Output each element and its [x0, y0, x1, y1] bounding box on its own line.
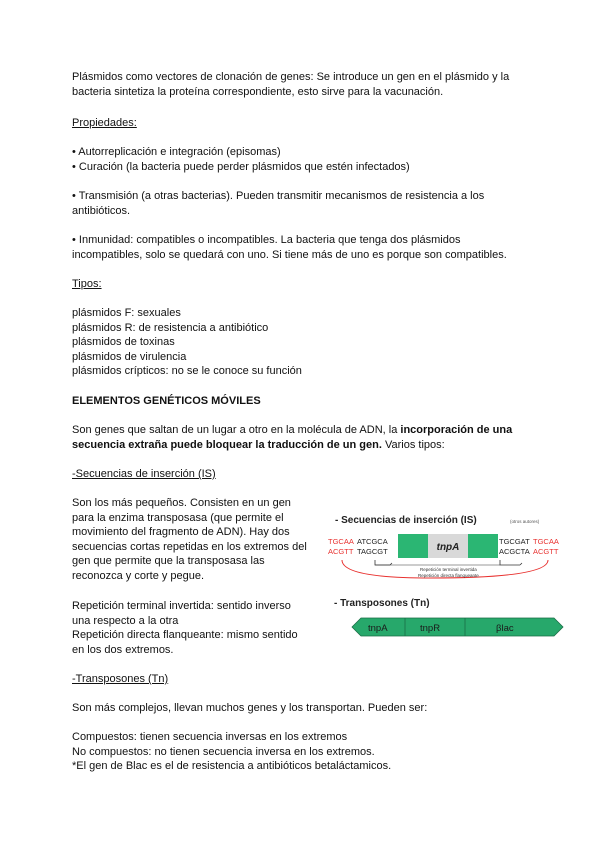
is-diagram-note: (otros autores): [510, 519, 540, 524]
is-heading: -Secuencias de inserción (IS): [72, 468, 216, 480]
tn-item: No compuestos: no tienen secuencia inversa en los extremos.: [72, 746, 375, 758]
elementos-text-end: Varios tipos:: [381, 438, 445, 451]
tn-gene-blac: βlac: [496, 623, 514, 634]
tipo-item: plásmidos crípticos: no se le conoce su función: [72, 365, 302, 377]
is-paragraph: Son los más pequeños. Consisten en un gen para la enzima transposasa (que permite el movimiento del fragmento de ADN). Hay dos secuencias cortas repetidas en los extremos del gen que permite que la transposasa las reconozca y corte y pegue.: [72, 497, 307, 582]
direct-repeat-label: Repetición directa flanqueante: [418, 573, 479, 578]
seq-left-top-black: ATCGCA: [357, 537, 388, 546]
tn-paragraph: Son más complejos, llevan muchos genes y los transportan. Pueden ser:: [72, 702, 428, 714]
is-direct-paragraph: Repetición directa flanqueante: mismo sentido en los dos extremos.: [72, 629, 298, 656]
is-inverted-paragraph: Repetición terminal invertida: sentido inverso una respecto a la otra: [72, 600, 291, 627]
elementos-heading: ELEMENTOS GENÉTICOS MÓVILES: [72, 395, 261, 407]
tipos-heading: Tipos:: [72, 278, 102, 290]
propiedad-item: • Curación (la bacteria puede perder plásmidos que estén infectados): [72, 161, 410, 173]
elementos-text-bold: incorporación de una secuencia extraña puede bloquear la traducción de un gen.: [72, 424, 513, 451]
seq-right-top-red: TGCAA: [533, 537, 559, 546]
green-block-right-bottom: [468, 549, 498, 558]
tipo-item: plásmidos de toxinas: [72, 336, 175, 348]
elementos-paragraph: [72, 423, 522, 452]
tn-item: *El gen de Blac es el de resistencia a antibióticos betaláctamicos.: [72, 760, 392, 772]
seq-left-bottom-black: TAGCGT: [357, 547, 388, 556]
seq-left-bottom-red: ACGTT: [328, 547, 354, 556]
propiedad-item: • Autorreplicación e integración (episomas): [72, 146, 281, 158]
is-diagram-title: - Secuencias de inserción (IS): [335, 515, 477, 526]
tipo-item: plásmidos R: de resistencia a antibiótico: [72, 322, 269, 334]
propiedad-item: • Transmisión (a otras bacterias). Pueden transmitir mecanismos de resistencia a los antibióticos.: [72, 190, 485, 217]
propiedades-heading: Propiedades:: [72, 117, 137, 129]
tipo-item: plásmidos de virulencia: [72, 351, 187, 363]
seq-left-top-red: TGCAA: [328, 537, 354, 546]
inverted-bracket-right: [500, 560, 522, 565]
inverted-bracket-left: [375, 560, 392, 565]
green-block-left-bottom: [398, 549, 428, 558]
green-block-left-top: [398, 534, 428, 549]
tn-diagram-title: - Transposones (Tn): [334, 598, 430, 609]
seq-right-top-black: TGCGAT: [499, 537, 530, 546]
intro-paragraph: Plásmidos como vectores de clonación de genes: Se introduce un gen en el plásmido y la bacteria sintetiza la proteína correspondiente, esto sirve para la vacunación.: [72, 71, 510, 98]
tn-gene-tnpa: tnpA: [368, 623, 388, 634]
inverted-repeat-label: Repetición terminal invertida: [420, 567, 477, 572]
tn-gene-tnpr: tnpR: [420, 623, 441, 634]
tipo-item: plásmidos F: sexuales: [72, 307, 181, 319]
tn-diagram: [330, 594, 570, 644]
green-block-right-top: [468, 534, 498, 549]
seq-right-bottom-black: ACGCTA: [499, 547, 530, 556]
seq-right-bottom-red: ACGTT: [533, 547, 559, 556]
tn-heading: -Transposones (Tn): [72, 673, 169, 685]
tnpa-gene-label: tnpA: [436, 542, 460, 553]
elementos-text-start: Son genes que saltan de un lugar a otro en la molécula de ADN, la: [72, 424, 401, 436]
propiedad-item: • Inmunidad: compatibles o incompatibles. La bacteria que tenga dos plásmidos incompatibles, solo se quedará con uno. Si tiene más de uno es porque son compatibles.: [72, 234, 507, 261]
tn-item: Compuestos: tienen secuencia inversas en los extremos: [72, 731, 348, 743]
is-diagram: [320, 508, 570, 588]
